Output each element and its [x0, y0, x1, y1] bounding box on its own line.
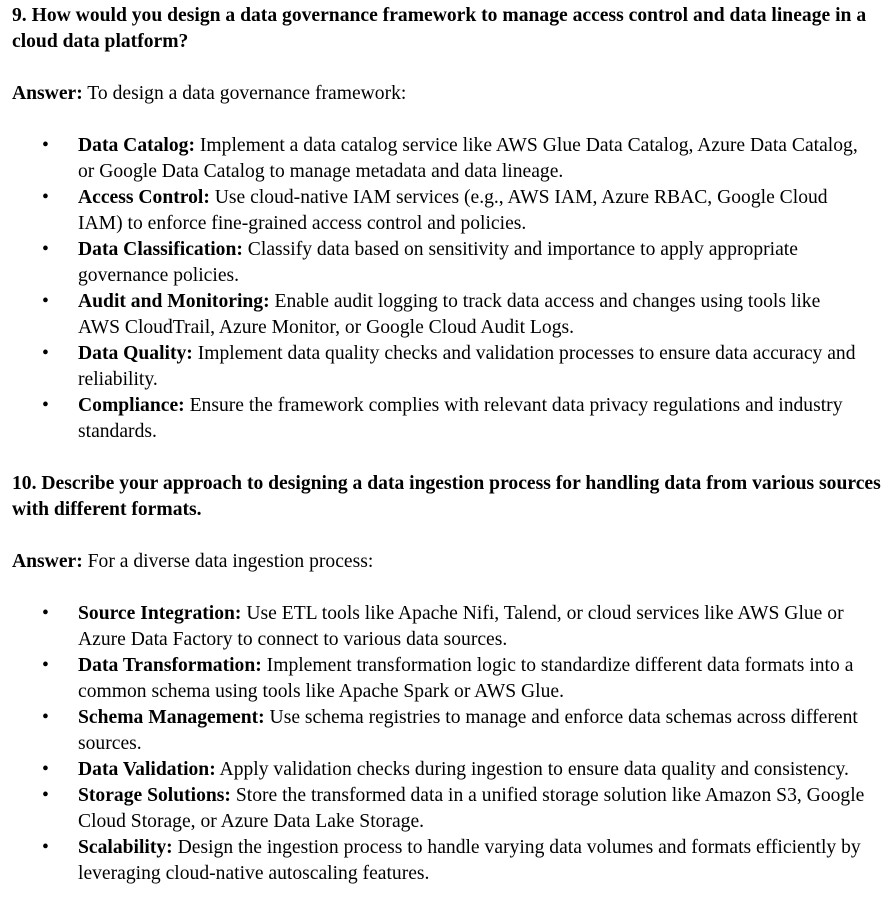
item-text: Use cloud-native IAM services (e.g., AWS IAM, Azure RBAC, Google Cloud IAM) to enforce fine-grained access control and policies. — [78, 187, 828, 234]
item-term: Schema Management: — [78, 707, 265, 728]
bullet-icon: • — [42, 187, 49, 208]
list-item — [12, 653, 885, 705]
item-text: Use schema registries to manage and enforce data schemas across different sources. — [78, 707, 858, 754]
item-text: Use ETL tools like Apache Nifi, Talend, or cloud services like AWS Glue or Azure Data Factory to connect to various data sources. — [78, 603, 844, 650]
list-item — [12, 185, 885, 237]
item-term: Storage Solutions: — [78, 785, 231, 806]
item-text: Classify data based on sensitivity and importance to apply appropriate governance policies. — [78, 239, 798, 286]
item-term: Data Transformation: — [78, 655, 262, 676]
item-text: Apply validation checks during ingestion to ensure data quality and consistency. — [215, 759, 849, 780]
item-text: Implement transformation logic to standardize different data formats into a common schema using tools like Apache Spark or AWS Glue. — [78, 655, 854, 702]
list-item — [12, 289, 885, 341]
bullet-icon: • — [42, 135, 49, 156]
item-term: Data Catalog: — [78, 135, 195, 156]
bullet-list — [12, 133, 885, 445]
bullet-icon: • — [42, 343, 49, 364]
bullet-icon: • — [42, 395, 49, 416]
item-term: Data Classification: — [78, 239, 243, 260]
list-item — [12, 237, 885, 289]
bullet-icon: • — [42, 603, 49, 624]
bullet-icon: • — [42, 785, 49, 806]
question-heading: 9. How would you design a data governance framework to manage access control and data lineage in a cloud data platform? — [12, 5, 867, 52]
item-text: Store the transformed data in a unified storage solution like Amazon S3, Google Cloud Storage, or Azure Data Lake Storage. — [78, 785, 865, 832]
answer-intro-text: To design a data governance framework: — [82, 83, 407, 104]
bullet-icon: • — [42, 239, 49, 260]
answer-intro-text: For a diverse data ingestion process: — [82, 551, 374, 572]
bullet-icon: • — [42, 655, 49, 676]
item-term: Scalability: — [78, 837, 173, 858]
item-text: Enable audit logging to track data access and changes using tools like AWS CloudTrail, Azure Monitor, or Google Cloud Audit Logs. — [78, 291, 821, 338]
question-section-9 — [12, 3, 885, 445]
list-item — [12, 133, 885, 185]
item-term: Audit and Monitoring: — [78, 291, 270, 312]
answer-intro — [12, 549, 885, 575]
item-term: Compliance: — [78, 395, 185, 416]
item-term: Data Quality: — [78, 343, 193, 364]
bullet-icon: • — [42, 837, 49, 858]
item-text: Design the ingestion process to handle varying data volumes and formats efficiently by leveraging cloud-native autoscaling features. — [78, 837, 861, 884]
answer-label: Answer: — [12, 83, 83, 104]
answer-label: Answer: — [12, 551, 83, 572]
bullet-icon: • — [42, 707, 49, 728]
question-section-10 — [12, 471, 885, 887]
item-term: Source Integration: — [78, 603, 242, 624]
bullet-list — [12, 601, 885, 887]
item-text: Implement data quality checks and validation processes to ensure data accuracy and reliability. — [78, 343, 856, 390]
list-item — [12, 757, 885, 783]
list-item — [12, 783, 885, 835]
list-item — [12, 705, 885, 757]
item-text: Implement a data catalog service like AWS Glue Data Catalog, Azure Data Catalog, or Google Data Catalog to manage metadata and data lineage. — [78, 135, 858, 182]
list-item — [12, 835, 885, 887]
bullet-icon: • — [42, 291, 49, 312]
list-item — [12, 341, 885, 393]
question-heading: 10. Describe your approach to designing a data ingestion process for handling data from various sources with different formats. — [12, 473, 881, 520]
item-term: Access Control: — [78, 187, 210, 208]
item-text: Ensure the framework complies with relevant data privacy regulations and industry standards. — [78, 395, 843, 442]
list-item — [12, 393, 885, 445]
item-term: Data Validation: — [78, 759, 216, 780]
answer-intro — [12, 81, 885, 107]
bullet-icon: • — [42, 759, 49, 780]
list-item — [12, 601, 885, 653]
